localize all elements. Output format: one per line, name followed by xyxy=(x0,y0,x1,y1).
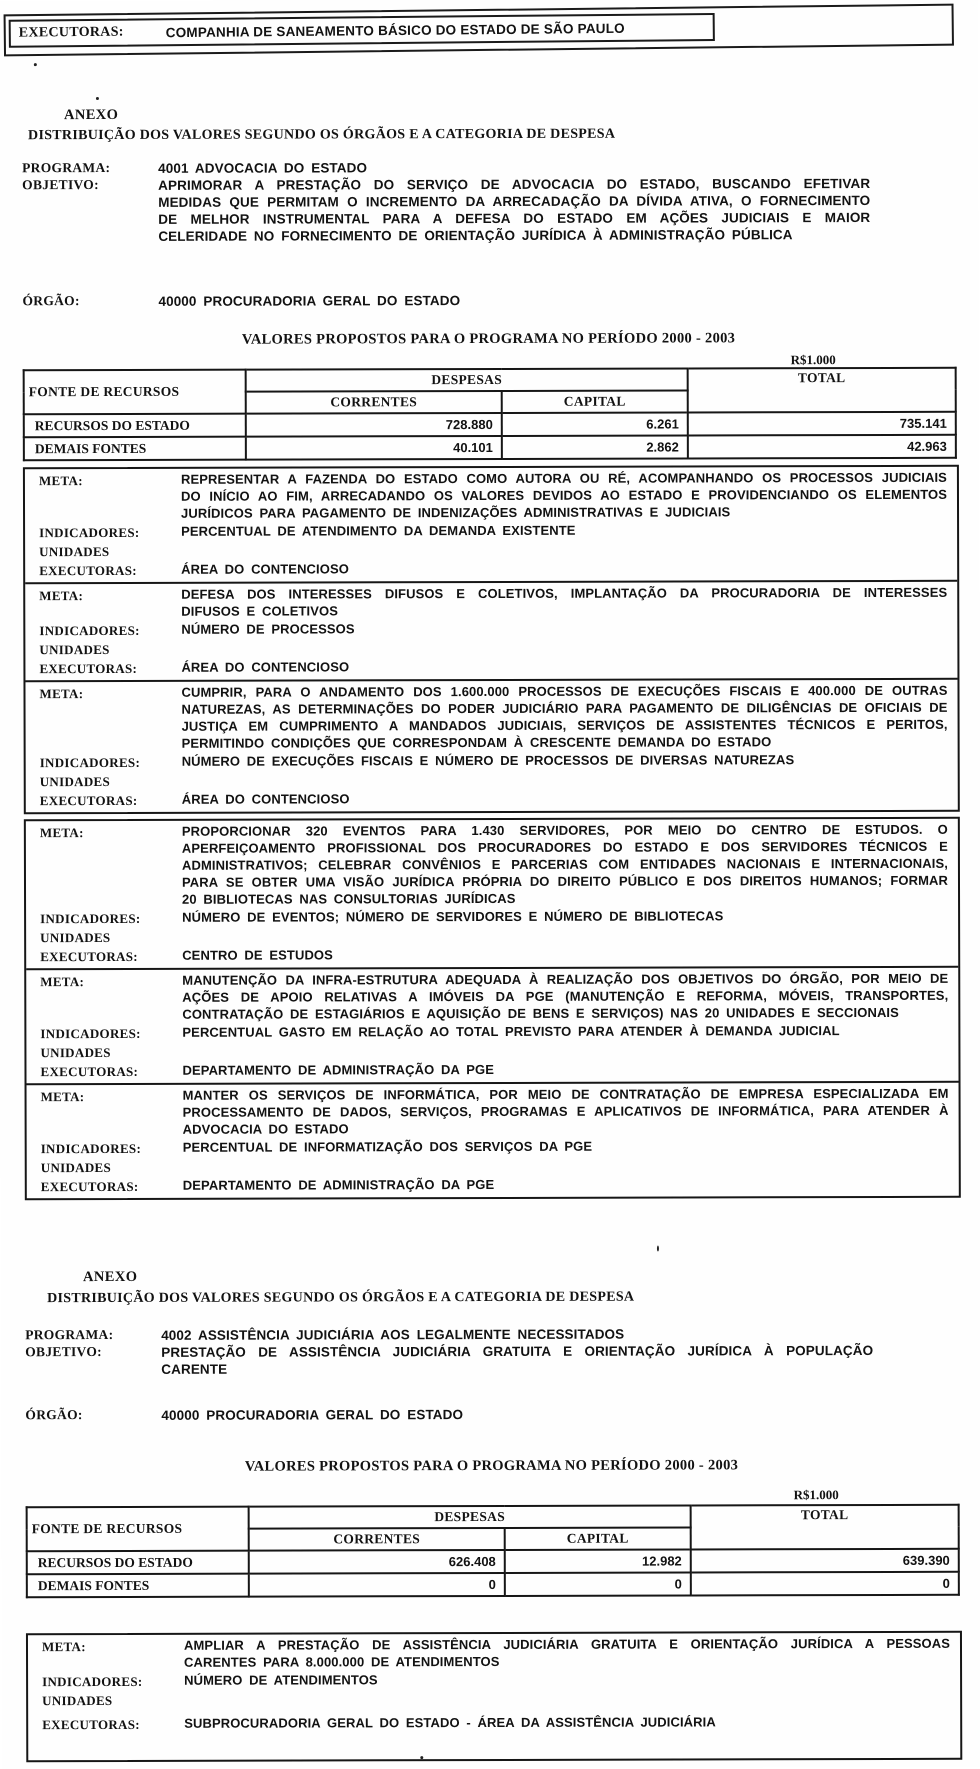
executoras-value: DEPARTAMENTO DE ADMINISTRAÇÃO DA PGE xyxy=(182,1061,494,1078)
indicadores-label: INDICADORES: xyxy=(40,910,141,927)
unidades-label: UNIDADES xyxy=(39,543,110,560)
values-table xyxy=(26,1504,960,1598)
indicadores-value: PERCENTUAL DE INFORMATIZAÇÃO DOS SERVIÇOS DA PGE xyxy=(182,1138,593,1155)
anexo-subtitle: DISTRIBUIÇÃO DOS VALORES SEGUNDO OS ÓRGÃOS E A CATEGORIA DE DESPESA xyxy=(28,126,616,144)
executoras-value: CENTRO DE ESTUDOS xyxy=(182,947,333,963)
indicadores-label: INDICADORES: xyxy=(39,622,140,639)
cell-correntes: 626.408 xyxy=(249,1550,505,1574)
executoras-value: ÁREA DO CONTENCIOSO xyxy=(181,791,350,807)
col-header-total: TOTAL xyxy=(691,1505,959,1550)
cell-capital: 2.862 xyxy=(502,435,688,458)
meta-group xyxy=(26,966,958,1083)
meta-label: META: xyxy=(38,473,83,489)
meta-group xyxy=(28,1633,960,1736)
table-row xyxy=(24,435,956,460)
scan-speck xyxy=(96,97,99,100)
unidades-label: UNIDADES xyxy=(39,773,111,790)
executoras-banner xyxy=(4,2,954,52)
row-fonte: RECURSOS DO ESTADO xyxy=(24,414,246,438)
indicadores-value: PERCENTUAL DE ATENDIMENTO DA DEMANDA EXISTENTE xyxy=(181,522,576,539)
unidades-label: UNIDADES xyxy=(39,641,110,658)
row-fonte: RECURSOS DO ESTADO xyxy=(27,1551,249,1575)
executoras-label: EXECUTORAS: xyxy=(39,562,137,579)
indicadores-value: NÚMERO DE EVENTOS; NÚMERO DE SERVIDORES E NÚMERO DE BIBLIOTECAS xyxy=(182,908,724,925)
indicadores-label: INDICADORES: xyxy=(39,754,141,771)
meta-box xyxy=(26,1631,962,1762)
cell-correntes: 40.101 xyxy=(246,436,502,460)
meta-label: META: xyxy=(39,825,84,841)
executoras-value: ÁREA DO CONTENCIOSO xyxy=(181,659,350,675)
indicadores-label: INDICADORES: xyxy=(40,1140,142,1157)
anexo-title: ANEXO xyxy=(63,106,119,124)
col-header-fonte: FONTE DE RECURSOS xyxy=(24,370,246,415)
programa-value: 4001 ADVOCACIA DO ESTADO xyxy=(158,160,368,176)
col-header-correntes: CORRENTES xyxy=(246,391,502,414)
values-table-unit: R$1.000 xyxy=(790,352,836,368)
orgao-label: ÓRGÃO: xyxy=(25,1407,83,1423)
meta-group xyxy=(25,678,957,812)
scan-speck xyxy=(34,63,37,66)
objetivo-row xyxy=(22,175,928,245)
values-table-unit: R$1.000 xyxy=(793,1487,839,1503)
programa-label: PROGRAMA: xyxy=(25,1326,114,1343)
meta-value: PROPORCIONAR 320 EVENTOS PARA 1.430 SERVIDORES, POR MEIO DO CENTRO DE ESTUDOS. O APERFEIÇOAMENTO PROFISSIONAL DOS PROCURADORES DO ESTADO E DOS SERVIDORES TÉCNICOS E ADMINISTRATIVOS; CELEBRAR CONVÊNIOS E PARCERIAS COM ENTIDADES NACIONAIS E INTERNACIONAIS, PARA SE OBTER UMA VISÃO JURÍDICA PRÓPRIA DO DIREITO PÚBLICO E DOS DIREITOS HUMANOS; FORMAR 20 BIBLIOTECAS NAS CONSULTORIAS JURÍDICAS xyxy=(181,821,949,907)
values-table xyxy=(23,367,957,461)
col-header-capital: CAPITAL xyxy=(505,1527,691,1549)
cell-correntes: 728.880 xyxy=(246,413,502,437)
cell-capital: 0 xyxy=(505,1572,691,1595)
row-fonte: DEMAIS FONTES xyxy=(24,437,246,461)
meta-label: META: xyxy=(39,686,84,702)
indicadores-value: NÚMERO DE ATENDIMENTOS xyxy=(184,1672,378,1688)
indicadores-value: NÚMERO DE EXECUÇÕES FISCAIS E NÚMERO DE PROCESSOS DE DIVERSAS NATUREZAS xyxy=(181,752,795,769)
objetivo-label: OBJETIVO: xyxy=(25,1344,102,1360)
orgao-value: 40000 PROCURADORIA GERAL DO ESTADO xyxy=(158,293,461,309)
meta-group xyxy=(25,467,957,582)
anexo-title: ANEXO xyxy=(83,1268,138,1286)
programa-value: 4002 ASSISTÊNCIA JUDICIÁRIA AOS LEGALMENTE NECESSITADOS xyxy=(161,1326,625,1343)
objetivo-label: OBJETIVO: xyxy=(22,177,99,193)
indicadores-label: INDICADORES: xyxy=(40,1025,141,1042)
meta-group xyxy=(26,819,958,968)
executoras-value: DEPARTAMENTO DE ADMINISTRAÇÃO DA PGE xyxy=(182,1176,495,1193)
col-header-correntes: CORRENTES xyxy=(249,1528,505,1551)
cell-total: 0 xyxy=(691,1572,959,1596)
values-table-title: VALORES PROPOSTOS PARA O PROGRAMA NO PERÍODO 2000 - 2003 xyxy=(244,1457,739,1475)
table-row xyxy=(24,412,956,437)
cell-capital: 6.261 xyxy=(502,412,688,435)
anexo-subtitle: DISTRIBUIÇÃO DOS VALORES SEGUNDO OS ÓRGÃOS E A CATEGORIA DE DESPESA xyxy=(47,1289,635,1307)
executoras-label: EXECUTORAS: xyxy=(39,660,138,677)
col-header-despesas: DESPESAS xyxy=(249,1505,691,1528)
col-header-despesas: DESPESAS xyxy=(246,368,688,391)
col-header-capital: CAPITAL xyxy=(502,390,688,412)
executoras-value: ÁREA DO CONTENCIOSO xyxy=(181,561,349,577)
meta-label: META: xyxy=(41,1639,86,1655)
table-row xyxy=(27,1549,959,1574)
meta-value: MANUTENÇÃO DA INFRA-ESTRUTURA ADEQUADA À REALIZAÇÃO DOS OBJETIVOS DO ÓRGÃO, POR MEIO DE AÇÕES DE APOIO RELATIVAS A IMÓVEIS DA PGE (MANUTENÇÃO E REFORMA, MÓVEIS, TRANSPORTES, CONTRATAÇÃO DE ESTAGIÁRIOS E AQUISIÇÃO DE BENS E SERVIÇOS) NAS 20 UNIDADES E SECCIONAIS xyxy=(182,970,949,1022)
col-header-fonte: FONTE DE RECURSOS xyxy=(27,1507,249,1552)
indicadores-value: NÚMERO DE PROCESSOS xyxy=(181,621,355,637)
scan-speck xyxy=(420,1756,423,1759)
orgao-row xyxy=(22,291,928,310)
executoras-value: SUBPROCURADORIA GERAL DO ESTADO - ÁREA DA ASSISTÊNCIA JUDICIÁRIA xyxy=(184,1714,716,1731)
executoras-label: EXECUTORAS: xyxy=(42,1716,140,1733)
meta-value: REPRESENTAR A FAZENDA DO ESTADO COMO AUTORA OU RÉ, ACOMPANHANDO OS PROCESSOS JUDICIAIS DO INÍCIO AO FIM, ARRECADANDO OS VALORES DEVIDOS AO ESTADO E PROVIDENCIANDO OS ELEMENTOS JURÍDICOS PARA PAGAMENTO DE INDENIZAÇÕES ADMINISTRATIVAS E JUDICIAIS xyxy=(180,469,948,521)
objetivo-value: PRESTAÇÃO DE ASSISTÊNCIA JUDICIÁRIA GRATUITA E ORIENTAÇÃO JURÍDICA À POPULAÇÃO CARENTE xyxy=(161,1342,874,1377)
meta-label: META: xyxy=(40,1089,85,1105)
row-fonte: DEMAIS FONTES xyxy=(27,1574,249,1598)
orgao-label: ÓRGÃO: xyxy=(22,293,80,309)
executoras-label: EXECUTORAS: xyxy=(40,1063,139,1080)
executoras-value: COMPANHIA DE SANEAMENTO BÁSICO DO ESTADO DE SÃO PAULO xyxy=(165,20,625,40)
executoras-label: EXECUTORAS: xyxy=(40,948,138,965)
meta-label: META: xyxy=(39,588,84,604)
unidades-label: UNIDADES xyxy=(40,1044,111,1061)
cell-correntes: 0 xyxy=(249,1573,505,1597)
indicadores-label: INDICADORES: xyxy=(39,524,140,541)
meta-box xyxy=(23,465,960,814)
executoras-label: EXECUTORAS: xyxy=(18,24,124,41)
meta-group xyxy=(25,580,957,680)
meta-group xyxy=(27,1081,959,1198)
executoras-label: EXECUTORAS: xyxy=(40,1178,139,1195)
unidades-label: UNIDADES xyxy=(40,929,111,946)
cell-total: 639.390 xyxy=(691,1549,959,1573)
values-table-title: VALORES PROPOSTOS PARA O PROGRAMA NO PERÍODO 2000 - 2003 xyxy=(241,330,736,348)
scan-speck xyxy=(657,1246,659,1252)
table-row xyxy=(27,1572,959,1597)
programa-label: PROGRAMA: xyxy=(22,159,111,176)
meta-value: DEFESA DOS INTERESSES DIFUSOS E COLETIVOS, IMPLANTAÇÃO DA PROCURADORIA DE INTERESSES DIFUSOS E COLETIVOS xyxy=(181,584,948,619)
objetivo-row xyxy=(25,1342,931,1378)
orgao-value: 40000 PROCURADORIA GERAL DO ESTADO xyxy=(161,1407,464,1423)
unidades-label: UNIDADES xyxy=(40,1159,112,1176)
cell-capital: 12.982 xyxy=(505,1549,691,1572)
indicadores-label: INDICADORES: xyxy=(42,1673,143,1690)
meta-value: MANTER OS SERVIÇOS DE INFORMÁTICA, POR MEIO DE CONTRATAÇÃO DE EMPRESA ESPECIALIZADA EM PROCESSAMENTO DE DADOS, SERVIÇOS, PROGRAMAS E APLICATIVOS DE INFORMÁTICA, PARA ATENDER À ADVOCACIA DO ESTADO xyxy=(182,1085,949,1137)
meta-value: CUMPRIR, PARA O ANDAMENTO DOS 1.600.000 PROCESSOS DE EXECUÇÕES FISCAIS E 400.000 DE OUTRAS NATUREZAS, AS DETERMINAÇÕES DO PODER JUDICIÁRIO PARA PAGAMENTO DE DILIGÊNCIAS DE OFICIAIS DE JUSTIÇA EM CUMPRIMENTO A MANDADOS JUDICIAIS, SERVIÇOS DE ASSISTENTES TÉCNICOS E PERITOS, PERMITINDO CONDIÇÕES QUE CORRESPONDAM À CRESCENTE DEMANDA DO ESTADO xyxy=(181,682,948,751)
meta-box xyxy=(24,817,961,1200)
cell-total: 42.963 xyxy=(688,435,956,459)
orgao-row xyxy=(25,1405,931,1424)
executoras-label: EXECUTORAS: xyxy=(39,792,138,809)
cell-total: 735.141 xyxy=(688,412,956,436)
meta-value: AMPLIAR A PRESTAÇÃO DE ASSISTÊNCIA JUDICIÁRIA GRATUITA E ORIENTAÇÃO JURÍDICA A PESSOAS CARENTES PARA 8.000.000 DE ATENDIMENTOS xyxy=(183,1635,951,1670)
indicadores-value: PERCENTUAL GASTO EM RELAÇÃO AO TOTAL PREVISTO PARA ATENDER À DEMANDA JUDICIAL xyxy=(182,1023,840,1040)
objetivo-value: APRIMORAR A PRESTAÇÃO DO SERVIÇO DE ADVOCACIA DO ESTADO, BUSCANDO EFETIVAR MEDIDAS QUE PERMITAM O INCREMENTO DA ARRECADAÇÃO DA DÍVIDA ATIVA, O FORNECIMENTO DE MELHOR INSTRUMENTAL PARA A DEFESA DO ESTADO EM AÇÕES JUDICIAIS E MAIOR CELERIDADE NO FORNECIMENTO DE ORIENTAÇÃO JURÍDICA À ADMINISTRAÇÃO PÚBLICA xyxy=(158,176,871,244)
col-header-total: TOTAL xyxy=(688,368,956,413)
unidades-label: UNIDADES xyxy=(42,1692,113,1709)
meta-label: META: xyxy=(40,974,85,990)
